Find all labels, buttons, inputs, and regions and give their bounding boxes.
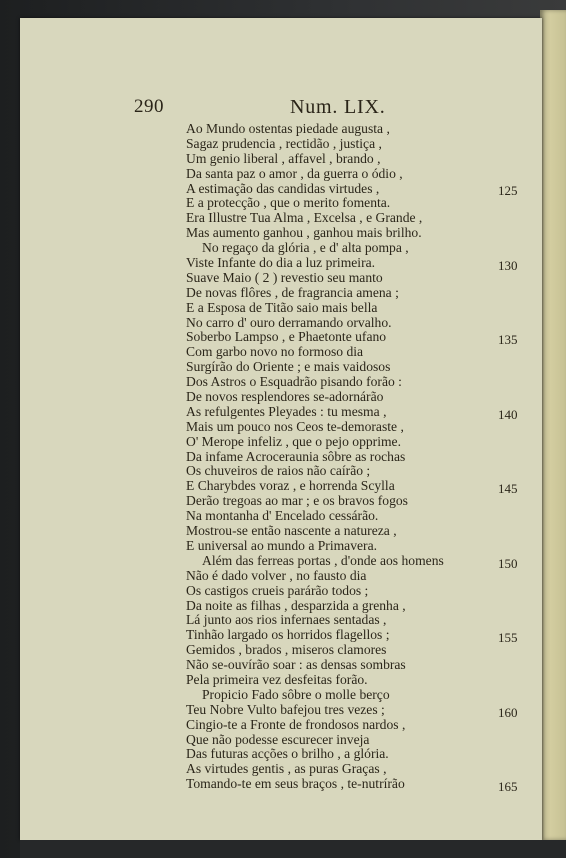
- poem-line: Da noite as filhas , desparzida a grenha ,: [186, 597, 406, 613]
- poem-line: Tinhão largado os horridos flagellos ;: [186, 627, 390, 643]
- page-number: 290: [134, 96, 164, 117]
- poem-line: Suave Maio ( 2 ) revestio seu manto: [186, 269, 383, 285]
- margin-line-number: 135: [498, 332, 518, 348]
- poem-line: Não se-ouvírão soar : as densas sombras: [186, 657, 406, 673]
- poem-line: Um genio liberal , affavel , brando ,: [186, 150, 381, 166]
- margin-line-number: 145: [498, 481, 518, 497]
- margin-line-number: 160: [498, 704, 518, 720]
- margin-line-number: 125: [498, 183, 518, 199]
- margin-line-number: 155: [498, 630, 518, 646]
- poem-line: O' Merope infeliz , que o pejo opprime.: [186, 433, 401, 449]
- poem-line: Da infame Acroceraunia sôbre as rochas: [186, 448, 406, 464]
- poem-text: [186, 122, 526, 792]
- margin-line-number: 165: [498, 779, 518, 795]
- poem-line: As virtudes gentis , as puras Graças ,: [186, 761, 387, 777]
- poem-line: Dos Astros o Esquadrão pisando forão :: [186, 374, 402, 390]
- poem-line: Soberbo Lampso , e Phaetonte ufano: [186, 329, 387, 345]
- poem-line: Os chuveiros de raios não caírão ;: [186, 463, 371, 479]
- book-page: [20, 18, 542, 840]
- running-title: Num. LIX.: [290, 96, 386, 118]
- margin-line-number: 150: [498, 555, 518, 571]
- poem-line: Viste Infante do dia a luz primeira.: [186, 255, 376, 271]
- poem-line: Surgírão do Oriente ; e mais vaidosos: [186, 359, 391, 375]
- poem-line: No carro d' ouro derramando orvalho.: [186, 314, 392, 330]
- poem-line: Pela primeira vez desfeitas forão.: [186, 671, 368, 687]
- poem-line: De novos resplendores se-adornárão: [186, 389, 384, 405]
- poem-line: Além das ferreas portas , d'onde aos homens: [202, 552, 444, 568]
- facing-page-edge: [540, 10, 566, 840]
- margin-line-number: 140: [498, 406, 518, 422]
- poem-line: Gemidos , brados , miseros clamores: [186, 642, 387, 658]
- poem-line: No regaço da glória , e d' alta pompa ,: [202, 240, 409, 256]
- poem-line: Que não podesse escurecer inveja: [186, 731, 370, 747]
- poem-line: As refulgentes Pleyades : tu mesma ,: [186, 403, 387, 419]
- poem-line: Cingio-te a Fronte de frondosos nardos ,: [186, 716, 406, 732]
- poem-line: Era Illustre Tua Alma , Excelsa , e Grande ,: [186, 210, 423, 226]
- poem-line: Mais um pouco nos Ceos te-demoraste ,: [186, 418, 404, 434]
- poem-line: Mas aumento ganhou , ganhou mais brilho.: [186, 225, 422, 241]
- poem-line: Derão tregoas ao mar ; e os bravos fogos: [186, 493, 408, 509]
- poem-line: Tomando-te em seus braços , te-nutrírão: [186, 776, 405, 792]
- poem-line: Com garbo novo no formoso dia: [186, 344, 364, 360]
- poem-line: E Charybdes voraz , e horrenda Scylla: [186, 478, 395, 494]
- scan-bottom-border: [20, 840, 566, 858]
- poem-line: Lá junto aos rios infernaes sentadas ,: [186, 612, 387, 628]
- poem-line: A estimação das candidas virtudes ,: [186, 180, 380, 196]
- poem-line: Das futuras acções o brilho , a glória.: [186, 746, 389, 762]
- margin-line-number: 130: [498, 257, 518, 273]
- poem-line: Na montanha d' Encelado cessárão.: [186, 508, 379, 524]
- poem-line: Os castigos crueis parárão todos ;: [186, 582, 369, 598]
- poem-line: De novas flôres , de fragrancia amena ;: [186, 284, 399, 300]
- poem-line: Não é dado volver , no fausto dia: [186, 567, 367, 583]
- poem-line: E a protecção , que o merito fomenta.: [186, 195, 391, 211]
- poem-line: Propicio Fado sôbre o molle berço: [202, 686, 390, 702]
- poem-line: E a Esposa de Titão saio mais bella: [186, 299, 378, 315]
- poem-line: Sagaz prudencia , rectidão , justiça ,: [186, 135, 382, 151]
- poem-line: Teu Nobre Vulto bafejou tres vezes ;: [186, 701, 385, 717]
- page-header: [20, 96, 542, 118]
- poem-line: Da santa paz o amor , da guerra o ódio ,: [186, 165, 403, 181]
- poem-line: Mostrou-se então nascente a natureza ,: [186, 523, 397, 539]
- poem-line: Ao Mundo ostentas piedade augusta ,: [186, 121, 390, 136]
- poem-line: E universal ao mundo a Primavera.: [186, 537, 378, 553]
